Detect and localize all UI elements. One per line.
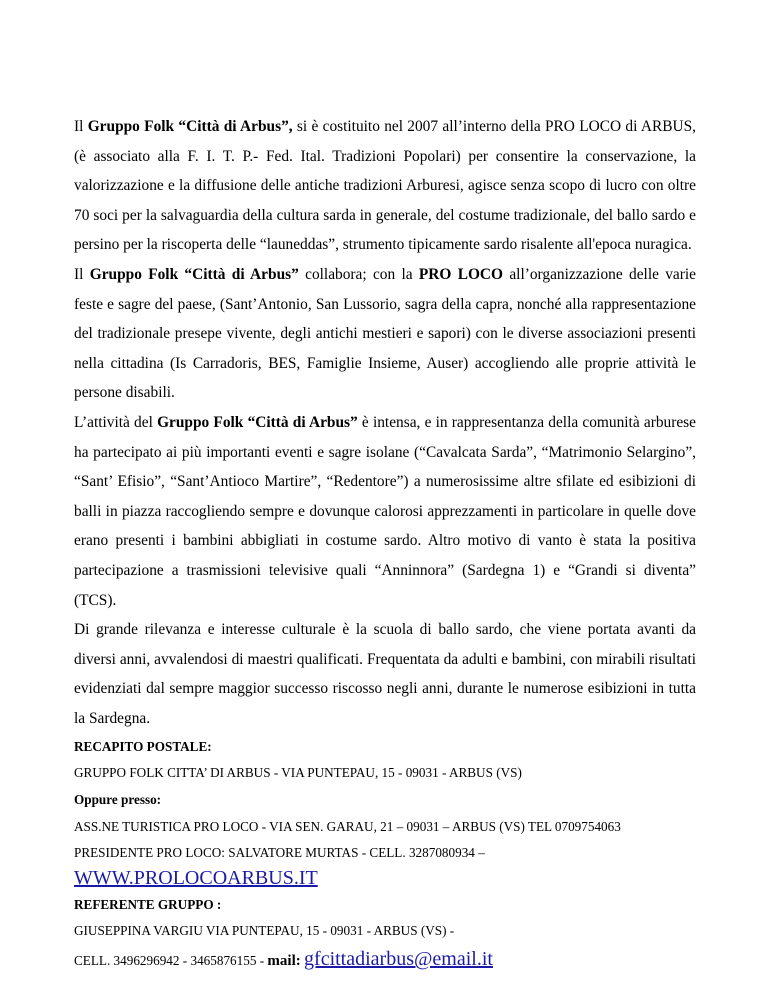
group-name-bold: Gruppo Folk “Città di Arbus”	[157, 413, 358, 431]
referente-contacts	[74, 947, 696, 973]
document-body	[74, 112, 696, 973]
text: collabora; con la	[298, 265, 419, 283]
text: Il	[74, 118, 88, 135]
referente-heading: REFERENTE GRUPPO :	[74, 897, 222, 913]
text: è intensa, e in rappresentanza della comunità arburese ha partecipato ai più importanti eventi e sagre isolane (“Cavalcata Sarda”, “Matrimonio Selargino”, “Sant’ Efisio”, “Sant’Antioco Martire”, “Redentore”) a numerosissime altre sfilate ed esibizioni di balli in piazza raccogliendo sempre e dovunque calorosi apprezzamenti in particolare in quelle dove erano presenti i bambini abbigliati in costume sardo. Altro motivo di vanto è stata la positiva partecipazione a trasmissioni televisive quali “Anninnora” (Sardegna 1) e “Grandi si diventa” (TCS).	[74, 413, 696, 609]
mail-label: mail:	[267, 953, 301, 970]
postal-address: GRUPPO FOLK CITTA’ DI ARBUS - VIA PUNTEPAU, 15 - 09031 - ARBUS (VS)	[74, 765, 522, 781]
group-name-bold: Gruppo Folk “Città di Arbus”,	[87, 118, 293, 135]
text: L’attività del	[74, 413, 158, 431]
text: Il	[74, 265, 90, 283]
recapito-heading: RECAPITO POSTALE:	[74, 739, 212, 755]
paragraph-intro	[74, 112, 696, 260]
cell-numbers: CELL. 3496296942 - 3465876155 -	[74, 953, 268, 969]
pro-loco-bold: PRO LOCO	[418, 265, 504, 283]
text: Di grande rilevanza e interesse culturale è la scuola di ballo sardo, che viene portata avanti da diversi anni, avvalendosi di maestri qualificati. Frequentata da adulti e bambini, con mirabili risultati evidenziati dal sempre maggior successo riscosso negli anni, durante le numerose esibizioni in tutta la Sardegna.	[74, 621, 696, 727]
email-link[interactable]: gfcittadiarbus@email.it	[304, 948, 493, 971]
proloco-address: ASS.NE TURISTICA PRO LOCO - VIA SEN. GARAU, 21 – 09031 – ARBUS (VS) TEL 0709754063	[74, 819, 621, 835]
website-link[interactable]: WWW.PROLOCOARBUS.IT	[74, 867, 318, 890]
group-name-bold: Gruppo Folk “Città di Arbus”	[89, 265, 299, 283]
oppure-label: Oppure presso:	[74, 792, 162, 808]
president-line: PRESIDENTE PRO LOCO: SALVATORE MURTAS - CELL. 3287080934 –	[74, 845, 485, 861]
text: all’organizzazione delle varie feste e sagre del paese, (Sant’Antonio, San Lussorio, sagra della capra, nonché alla rappresentazione del tradizionale presepe vivente, degli antichi mestieri e sapori) con le diverse associazioni presenti nella cittadina (Is Carradoris, BES, Famiglie Insieme, Auser) accogliendo alle proprie attività le persone disabili.	[74, 265, 696, 402]
paragraph-activity	[74, 408, 696, 615]
paragraph-dance-school	[74, 615, 696, 733]
text: si è costituito nel 2007 all’interno della PRO LOCO di ARBUS, (è associato alla F. I. T. P.- Fed. Ital. Tradizioni Popolari) per consentire la conservazione, la valorizzazione e la diffusione delle antiche tradizioni Arburesi, agisce senza scopo di lucro con oltre 70 soci per la salvaguardia della cultura sarda in generale, del costume tradizionale, del ballo sardo e persino per la riscoperta delle “launeddas”, strumento tipicamente sardo risalente all'epoca nuragica.	[74, 118, 696, 254]
referente-name-address: GIUSEPPINA VARGIU VIA PUNTEPAU, 15 - 09031 - ARBUS (VS) -	[74, 923, 455, 939]
paragraph-collaboration	[74, 260, 696, 408]
